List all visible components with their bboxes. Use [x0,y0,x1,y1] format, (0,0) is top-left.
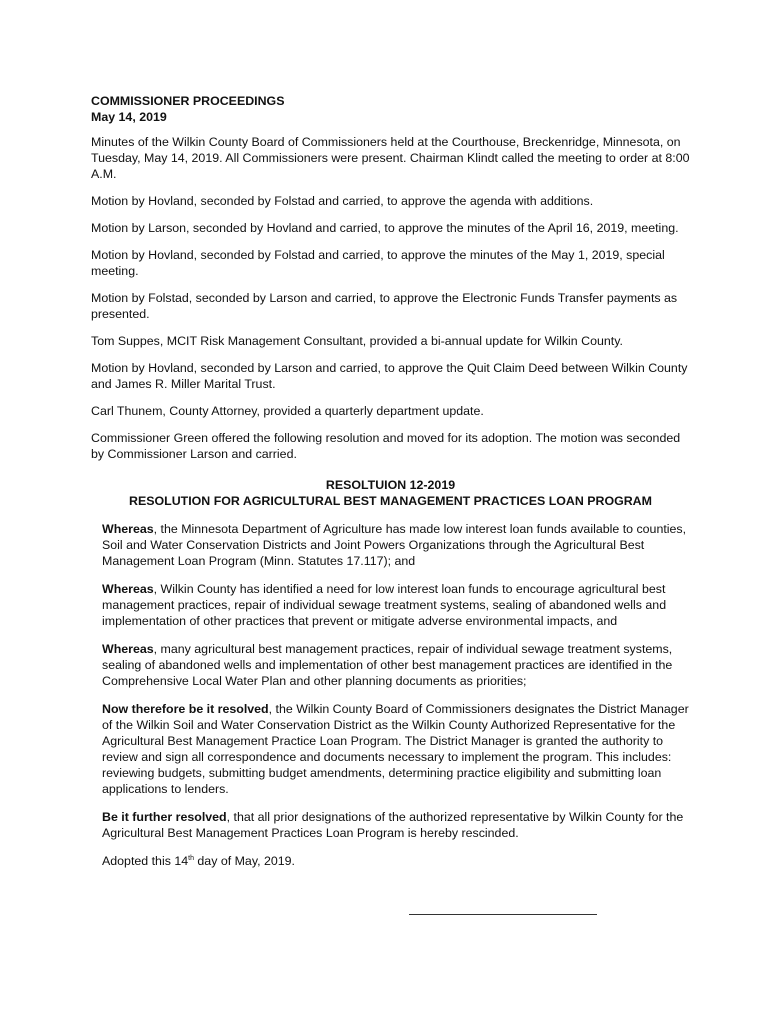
signature-line [409,914,597,915]
resolution-title: RESOLUTION FOR AGRICULTURAL BEST MANAGEMENT PRACTICES LOAN PROGRAM [129,494,652,508]
resolution-clause [102,521,690,569]
clause-lead: Whereas [102,582,154,596]
adopted-prefix: Adopted this 14 [102,854,189,868]
resolution-clause [102,809,690,841]
resolution-number: RESOLTUION 12-2019 [325,478,456,492]
minutes-paragraph: Motion by Hovland, seconded by Folstad and carried, to approve the agenda with additions. [91,194,594,208]
resolution-clause [102,701,690,797]
clause-text: , the Minnesota Department of Agriculture has made low interest loan funds available to counties, Soil and Water Conservation Districts and Joint Powers Organizations through the Agricultural Best Management Loan Program (Minn. Statutes 17.117); and [102,522,687,568]
minutes-paragraph: Carl Thunem, County Attorney, provided a quarterly department update. [91,404,484,418]
clause-lead: Be it further resolved [102,810,227,824]
minutes-paragraph: Tom Suppes, MCIT Risk Management Consultant, provided a bi-annual update for Wilkin County. [91,334,623,348]
adopted-line [102,853,690,869]
resolution-clause [102,581,690,629]
minutes-paragraph: Motion by Hovland, seconded by Larson and carried, to approve the Quit Claim Deed between Wilkin County and James R. Miller Marital Trust. [91,361,688,391]
clause-lead: Now therefore be it resolved [102,702,269,716]
resolution-body [91,521,690,869]
clause-text: , many agricultural best management practices, repair of individual sewage treatment systems, sealing of abandoned wells and implementation of other best management practices are identified in the Comprehensive Local Water Plan and other planning documents as priorities; [102,642,673,688]
clause-lead: Whereas [102,642,154,656]
clause-text: , that all prior designations of the authorized representative by Wilkin County for the Agricultural Best Management Practices Loan Program is hereby rescinded. [102,810,684,840]
minutes-paragraph: Motion by Larson, seconded by Hovland and carried, to approve the minutes of the April 16, 2019, meeting. [91,221,679,235]
document-title: COMMISSIONER PROCEEDINGS [91,94,285,108]
minutes-paragraph: Motion by Hovland, seconded by Folstad and carried, to approve the minutes of the May 1, 2019, special meeting. [91,248,665,278]
clause-text: , the Wilkin County Board of Commissioners designates the District Manager of the Wilkin Soil and Water Conservation District as the Wilkin County Authorized Representative for the Agricultural Best Management Practice Loan Program. The District Manager is granted the authority to review and sign all correspondence and documents necessary to implement the program. This includes: reviewing budgets, submitting budget amendments, determining practice eligibility and submitting loan applications to lenders. [102,702,689,796]
adopted-superscript: th [188,854,194,862]
adopted-suffix: day of May, 2019. [193,854,295,868]
minutes-paragraph: Minutes of the Wilkin County Board of Commissioners held at the Courthouse, Breckenridge, Minnesota, on Tuesday, May 14, 2019. All Commissioners were present. Chairman Klindt called the meeting to order at 8:00 A.M. [91,135,690,181]
resolution-heading [91,477,690,509]
minutes-paragraph: Commissioner Green offered the following resolution and moved for its adoption. The motion was seconded by Commissioner Larson and carried. [91,431,681,461]
minutes-paragraph: Motion by Folstad, seconded by Larson and carried, to approve the Electronic Funds Transfer payments as presented. [91,291,678,321]
document-date: May 14, 2019 [91,110,167,124]
clause-lead: Whereas [102,522,154,536]
resolution-clause [102,641,690,689]
clause-text: , Wilkin County has identified a need for low interest loan funds to encourage agricultural best management practices, repair of individual sewage treatment systems, sealing of abandoned wells and implementation of other practices that prevent or mitigate adverse environmental impacts, and [102,582,667,628]
